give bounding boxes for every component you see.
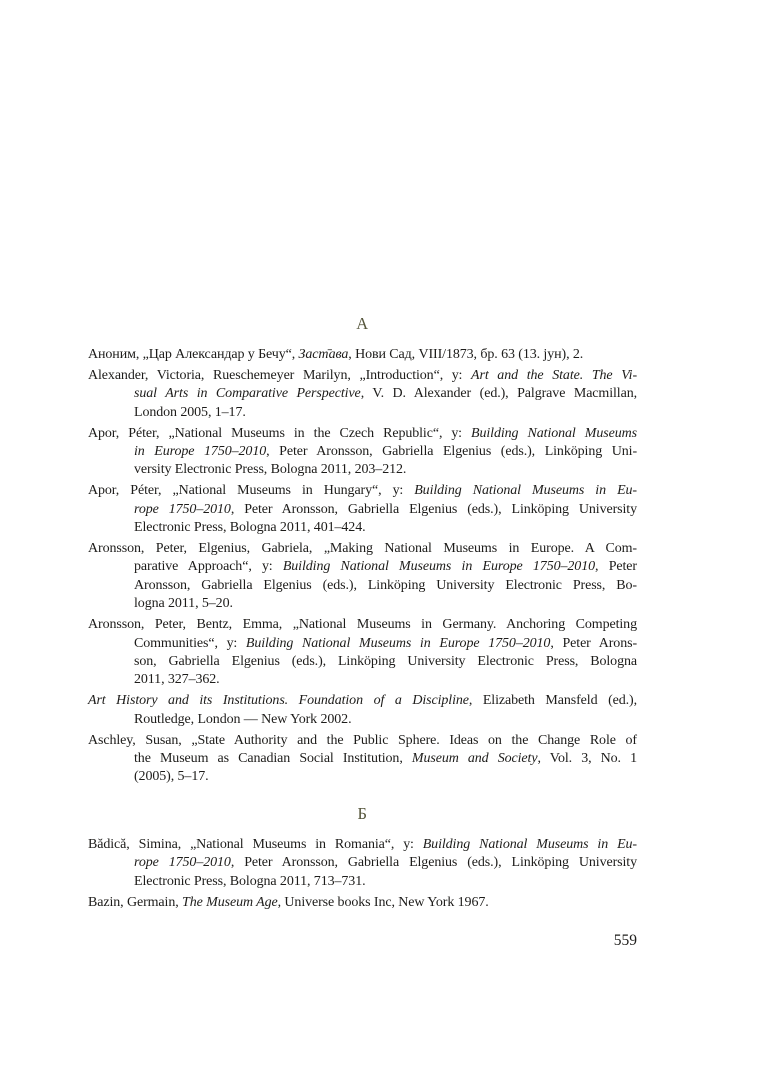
entry-line: Communities“, у: Building National Museums in Europe 1750–2010, Peter Arons- [134, 635, 638, 651]
bibliography-entry [88, 732, 637, 787]
bibliography-section [88, 314, 637, 787]
entry-line: logna 2011, 5–20. [134, 596, 233, 612]
entry-line: Aronsson, Peter, Bentz, Emma, „National Museums in Germany. Anchoring Competing [88, 617, 637, 633]
entry-line: 2011, 327–362. [134, 672, 220, 688]
bibliography-entry [88, 836, 637, 891]
section-letter-heading: Б [357, 803, 368, 823]
entry-line: Аноним, „Цар Александар у Бечу“, Заст̄ава, Нови Сад, VIII/1873, бр. 63 (13. јун), 2. [88, 347, 584, 362]
section-letter-heading: А [356, 314, 369, 333]
bibliography-entry [88, 616, 637, 690]
entry-line: Art History and its Institutions. Foundation of a Discipline, Elizabeth Mansfeld (ed.), [88, 693, 638, 709]
page-number: 559 [613, 932, 637, 949]
entry-line: Apor, Péter, „National Museums in the Czech Republic“, у: Building National Museums [88, 425, 637, 441]
bibliography-entry [88, 540, 637, 614]
entry-line: Electronic Press, Bologna 2011, 401–424. [134, 520, 366, 536]
entry-line: Bazin, Germain, The Museum Age, Universe books Inc, New York 1967. [88, 894, 489, 910]
entry-line: parative Approach“, у: Building National Museums in Europe 1750–2010, Peter [134, 559, 637, 575]
entry-line: Bădică, Simina, „National Museums in Romania“, у: Building National Museums in Eu- [88, 836, 637, 852]
entry-line: the Museum as Canadian Social Institution, Museum and Society, Vol. 3, No. 1 [134, 751, 638, 767]
entry-line: Apor, Péter, „National Museums in Hungary“, у: Building National Museums in Eu- [88, 483, 637, 499]
entry-line: London 2005, 1–17. [134, 404, 246, 420]
entry-line: Aschley, Susan, „State Authority and the Public Sphere. Ideas on the Change Role of [88, 732, 637, 748]
bibliography-entry [88, 367, 637, 422]
entry-line: Aronsson, Peter, Elgenius, Gabriela, „Making National Museums in Europe. A Com- [88, 541, 637, 557]
entry-line: in Europe 1750–2010, Peter Aronsson, Gabriella Elgenius (eds.), Linköping Uni- [134, 444, 638, 460]
entry-line: versity Electronic Press, Bologna 2011, 203–212. [134, 462, 407, 478]
bibliography-entry [88, 425, 637, 480]
entry-line: rope 1750–2010, Peter Aronsson, Gabriella Elgenius (eds.), Linköping University [134, 501, 637, 517]
entry-line: Alexander, Victoria, Rueschemeyer Marilyn, „Introduction“, у: Art and the State. The Vi- [88, 367, 638, 383]
entry-line: Electronic Press, Bologna 2011, 713–731. [134, 873, 366, 889]
entry-line: son, Gabriella Elgenius (eds.), Linköping University Electronic Press, Bologna [134, 654, 637, 669]
bibliography-content [88, 314, 637, 914]
bibliography-entry [88, 894, 637, 912]
bibliography-entry [88, 482, 637, 537]
bibliography-entry [88, 346, 637, 364]
bibliography-entry [88, 692, 637, 729]
entry-line: rope 1750–2010, Peter Aronsson, Gabriella Elgenius (eds.), Linköping University [134, 855, 637, 871]
entry-line: (2005), 5–17. [134, 769, 209, 785]
entry-line: Routledge, London — New York 2002. [134, 711, 352, 727]
bibliography-section [88, 804, 637, 912]
entry-line: Aronsson, Gabriella Elgenius (eds.), Linköping University Electronic Press, Bo- [134, 577, 637, 593]
entry-line: sual Arts in Comparative Perspective, V. D. Alexander (ed.), Palgrave Macmillan, [134, 386, 637, 402]
